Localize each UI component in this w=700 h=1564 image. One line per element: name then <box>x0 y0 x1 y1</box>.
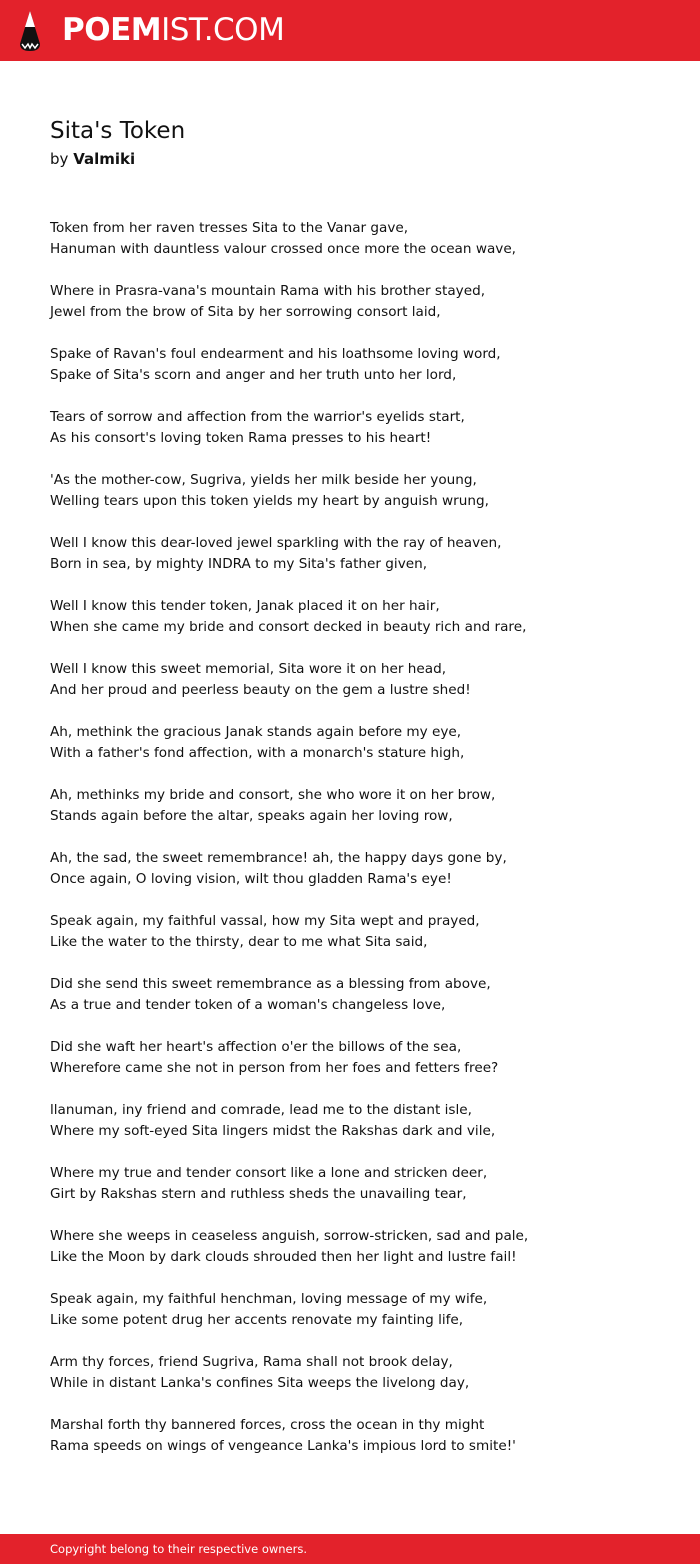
poem-line: Ah, methinks my bride and consort, she who wore it on her brow, <box>50 787 496 803</box>
poem-line: Tears of sorrow and affection from the warrior's eyelids start, <box>50 409 465 425</box>
poem-stanza <box>50 1226 670 1268</box>
poem-line: Arm thy forces, friend Sugriva, Rama shall not brook delay, <box>50 1354 453 1370</box>
poem-line: Ah, the sad, the sweet remembrance! ah, the happy days gone by, <box>50 850 507 866</box>
poem-stanza <box>50 1415 670 1457</box>
copyright-notice: Copyright belong to their respective owners. <box>50 1542 308 1556</box>
poem-line: llanuman, iny friend and comrade, lead me to the distant isle, <box>50 1102 472 1118</box>
poem-stanza <box>50 218 670 260</box>
poem-line: Did she send this sweet remembrance as a blessing from above, <box>50 976 491 992</box>
poem-stanza <box>50 281 670 323</box>
poem-line: Where my true and tender consort like a lone and stricken deer, <box>50 1165 488 1181</box>
poem-line: Speak again, my faithful henchman, loving message of my wife, <box>50 1291 488 1307</box>
poem-line: When she came my bride and consort decked in beauty rich and rare, <box>50 619 527 635</box>
poem-line: As his consort's loving token Rama presses to his heart! <box>50 430 432 446</box>
logo-text-light: IST.COM <box>161 12 285 48</box>
poem-line: Well I know this dear-loved jewel sparkling with the ray of heaven, <box>50 535 502 551</box>
poem-line: Stands again before the altar, speaks again her loving row, <box>50 808 453 824</box>
poem-line: Jewel from the brow of Sita by her sorrowing consort laid, <box>50 304 441 320</box>
site-logo[interactable] <box>62 10 284 50</box>
poem-stanza <box>50 848 670 890</box>
poem-line: Spake of Sita's scorn and anger and her truth unto her lord, <box>50 367 457 383</box>
poem-stanza <box>50 722 670 764</box>
poem-line: Spake of Ravan's foul endearment and his loathsome loving word, <box>50 346 501 362</box>
poem-line: Marshal forth thy bannered forces, cross the ocean in thy might <box>50 1417 485 1433</box>
poem-stanza <box>50 533 670 575</box>
poem-line: Token from her raven tresses Sita to the Vanar gave, <box>50 220 409 236</box>
poem-title: Sita's Token <box>50 118 186 144</box>
poem-stanza <box>50 1163 670 1205</box>
poem-author: Valmiki <box>73 150 136 168</box>
poem-stanza <box>50 1352 670 1394</box>
poem-stanza <box>50 407 670 449</box>
poem-line: Where she weeps in ceaseless anguish, sorrow-stricken, sad and pale, <box>50 1228 529 1244</box>
poem-line: Welling tears upon this token yields my heart by anguish wrung, <box>50 493 489 509</box>
poem-line: Wherefore came she not in person from her foes and fetters free? <box>50 1060 499 1076</box>
poem-line: Like the Moon by dark clouds shrouded then her light and lustre fail! <box>50 1249 517 1265</box>
poem-stanza <box>50 974 670 1016</box>
poem-line: Where my soft-eyed Sita lingers midst the Rakshas dark and vile, <box>50 1123 496 1139</box>
logo-text-bold: POEM <box>62 12 162 48</box>
byline-prefix: by <box>50 150 69 168</box>
poem-line: While in distant Lanka's confines Sita weeps the livelong day, <box>50 1375 470 1391</box>
poem-body <box>50 218 670 1478</box>
poem-line: Girt by Rakshas stern and ruthless sheds the unavailing tear, <box>50 1186 467 1202</box>
poem-stanza <box>50 1289 670 1331</box>
poem-stanza <box>50 659 670 701</box>
pencil-tip-icon[interactable] <box>18 10 42 52</box>
poem-byline <box>50 148 135 170</box>
site-header <box>0 0 700 61</box>
poem-stanza <box>50 1100 670 1142</box>
poem-line: Once again, O loving vision, wilt thou gladden Rama's eye! <box>50 871 452 887</box>
poem-stanza <box>50 785 670 827</box>
poem-line: Where in Prasra-vana's mountain Rama with his brother stayed, <box>50 283 486 299</box>
poem-line: Born in sea, by mighty INDRA to my Sita's father given, <box>50 556 428 572</box>
poem-line: With a father's fond affection, with a monarch's stature high, <box>50 745 465 761</box>
poem-line: Speak again, my faithful vassal, how my Sita wept and prayed, <box>50 913 480 929</box>
poem-line: Well I know this sweet memorial, Sita wore it on her head, <box>50 661 447 677</box>
poem-stanza <box>50 470 670 512</box>
poem-stanza <box>50 596 670 638</box>
poem-line: 'As the mother-cow, Sugriva, yields her milk beside her young, <box>50 472 477 488</box>
poem-stanza <box>50 1037 670 1079</box>
poem-line: Like the water to the thirsty, dear to me what Sita said, <box>50 934 428 950</box>
site-footer <box>0 1534 700 1564</box>
poem-line: As a true and tender token of a woman's changeless love, <box>50 997 446 1013</box>
poem-line: Did she waft her heart's affection o'er the billows of the sea, <box>50 1039 462 1055</box>
poem-stanza <box>50 911 670 953</box>
poem-line: And her proud and peerless beauty on the gem a lustre shed! <box>50 682 471 698</box>
poem-stanza <box>50 344 670 386</box>
poem-line: Well I know this tender token, Janak placed it on her hair, <box>50 598 440 614</box>
poem-line: Rama speeds on wings of vengeance Lanka's impious lord to smite!' <box>50 1438 516 1454</box>
poem-line: Like some potent drug her accents renovate my fainting life, <box>50 1312 464 1328</box>
poem-line: Hanuman with dauntless valour crossed once more the ocean wave, <box>50 241 517 257</box>
poem-line: Ah, methink the gracious Janak stands again before my eye, <box>50 724 462 740</box>
